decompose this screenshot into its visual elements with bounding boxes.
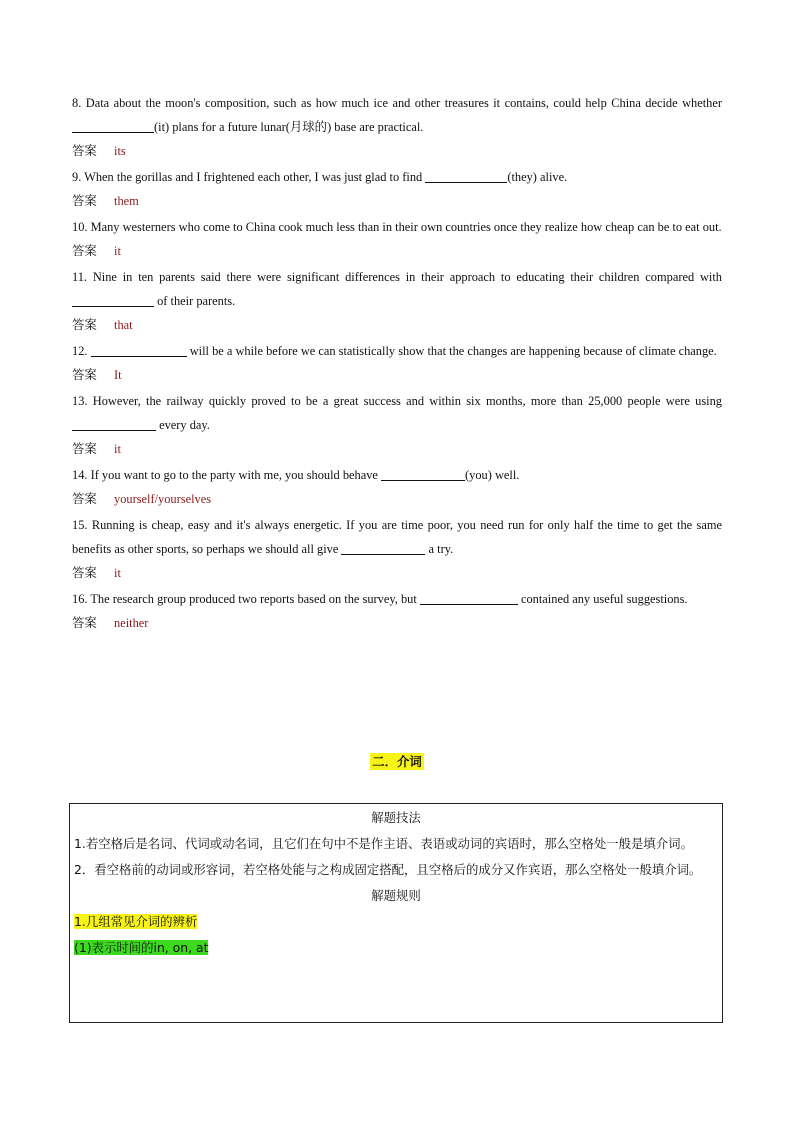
question-text: 16. The research group produced two reports based on the survey, but contained any useful suggestions.	[72, 592, 688, 606]
question-10	[72, 215, 722, 263]
question-16	[72, 587, 722, 635]
answer-line	[72, 487, 722, 511]
answer-value: yourself/yourselves	[114, 492, 212, 506]
answer-label: 答案	[72, 565, 97, 580]
rule-subsection	[74, 935, 718, 961]
question-9	[72, 165, 722, 213]
answer-value: neither	[114, 616, 149, 630]
tips-heading: 解题技法	[371, 810, 421, 825]
answer-value: its	[114, 144, 126, 158]
answer-value: it	[114, 244, 121, 258]
question-8	[72, 91, 722, 163]
rule-subheading-text: 1.几组常见介词的辨析	[74, 914, 198, 929]
answer-line	[72, 437, 722, 461]
question-text: 15. Running is cheap, easy and it's always energetic. If you are time poor, you need run for only half the time to get the same benefits as other sports, so perhaps we should all give a try.	[72, 518, 722, 556]
answer-label: 答案	[72, 615, 97, 630]
tip-rule-1: 1.若空格后是名词、代词或动名词，且它们在句中不是作主语、表语或动词的宾语时，那么空格处一般是填介词。	[74, 836, 693, 851]
answer-value: it	[114, 566, 121, 580]
question-text: 14. If you want to go to the party with me, you should behave (you) well.	[72, 468, 520, 482]
answer-value: it	[114, 442, 121, 456]
answer-blank	[72, 293, 154, 307]
question-15	[72, 513, 722, 585]
question-text: 10. Many westerners who come to China cook much less than in their own countries once they realize how cheap can be to eat out.	[72, 220, 722, 234]
answer-line	[72, 239, 722, 263]
tip-rule-2: 2．看空格前的动词或形容词，若空格处能与之构成固定搭配，且空格后的成分又作宾语，那么空格处一般填介词。	[74, 862, 702, 877]
answer-blank	[91, 343, 187, 357]
answer-blank	[72, 417, 156, 431]
tips-box	[69, 803, 723, 1023]
question-12	[72, 339, 722, 387]
answer-label: 答案	[72, 243, 97, 258]
answer-blank	[425, 169, 507, 183]
rule-subsection-text: (1)表示时间的in, on, at	[74, 940, 209, 955]
answer-line	[72, 313, 722, 337]
answer-label: 答案	[72, 317, 97, 332]
rules-heading: 解题规则	[371, 888, 421, 903]
answer-blank	[72, 119, 154, 133]
question-13	[72, 389, 722, 461]
question-text: 11. Nine in ten parents said there were significant differences in their approach to educating their children compared with of their parents.	[72, 270, 722, 308]
question-text: 13. However, the railway quickly proved to be a great success and within six months, more than 25,000 people were using every day.	[72, 394, 722, 432]
answer-label: 答案	[72, 367, 97, 382]
answer-line	[72, 611, 722, 635]
answer-blank	[341, 541, 425, 555]
answer-label: 答案	[72, 193, 97, 208]
section-title	[0, 752, 794, 770]
question-14	[72, 463, 722, 511]
answer-label: 答案	[72, 441, 97, 456]
answer-label: 答案	[72, 491, 97, 506]
answer-blank	[420, 591, 518, 605]
answer-line	[72, 561, 722, 585]
answer-blank	[381, 467, 465, 481]
answer-line	[72, 139, 722, 163]
question-text: 8. Data about the moon's composition, such as how much ice and other treasures it contains, could help China decide whether (it) plans for a future lunar(月球的) base are practical.	[72, 96, 722, 134]
section-title-text: 二．介词	[372, 754, 422, 769]
rule-subheading	[74, 909, 718, 935]
answer-value: It	[114, 368, 122, 382]
answer-value: them	[114, 194, 139, 208]
answer-line	[72, 189, 722, 213]
question-11	[72, 265, 722, 337]
question-text: 9. When the gorillas and I frightened each other, I was just glad to find (they) alive.	[72, 170, 568, 184]
answer-label: 答案	[72, 143, 97, 158]
question-text: 12. will be a while before we can statistically show that the changes are happening because of climate change.	[72, 344, 717, 358]
answer-value: that	[114, 318, 133, 332]
question-list	[72, 91, 722, 637]
answer-line	[72, 363, 722, 387]
